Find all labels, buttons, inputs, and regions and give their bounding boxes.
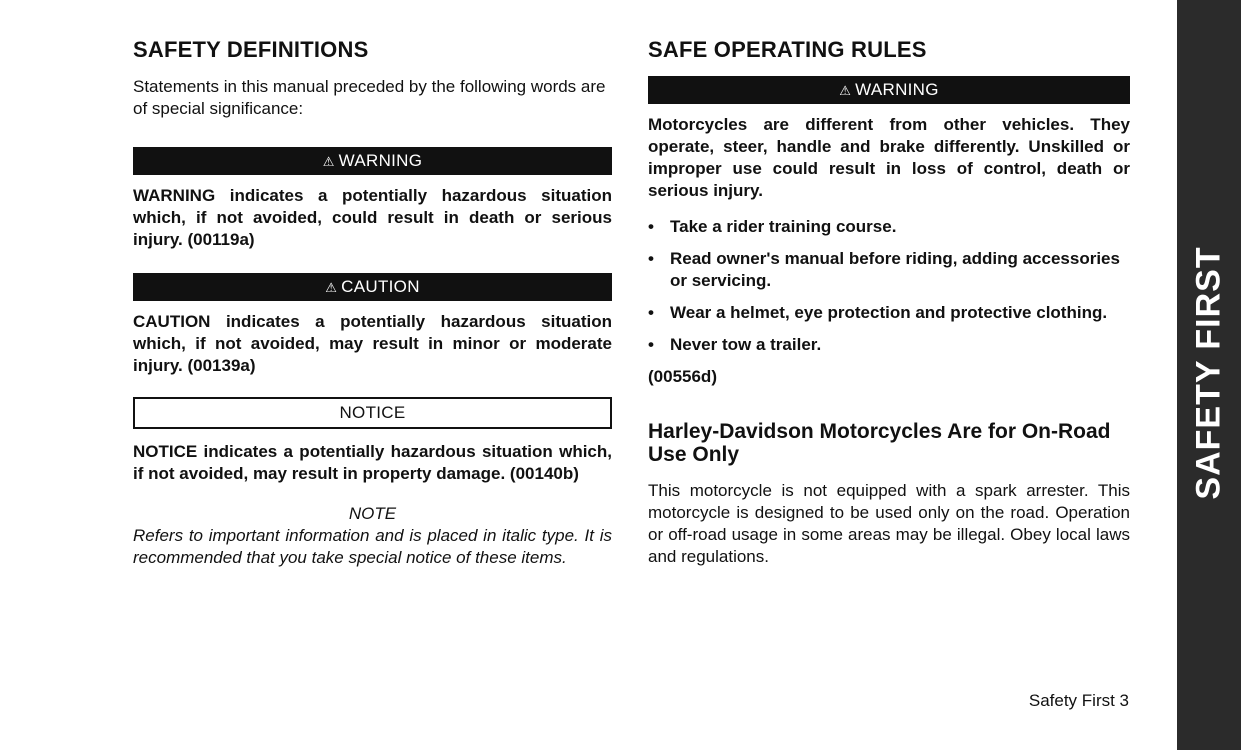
rules-list (648, 216, 1130, 356)
on-road-body-text: This motorcycle is not equipped with a spark arrester. This motorcycle is designed to be used only on the road. Operation or off-road usage in some areas may be illegal. Obey local laws and regulations. (648, 481, 1130, 566)
list-item: • Wear a helmet, eye protection and protective clothing. (648, 303, 1108, 322)
notice-banner (133, 397, 612, 429)
bullet-icon: • (648, 303, 654, 322)
warning-banner-label: WARNING (338, 151, 423, 170)
list-item: • Read owner's manual before riding, adding accessories or servicing. (648, 249, 1120, 290)
subheading-on-road-use: Harley-Davidson Motorcycles Are for On-Road Use Only (648, 420, 1111, 466)
bullet-icon: • (648, 335, 654, 354)
warning-statement: Motorcycles are different from other vehicles. They operate, steer, handle and brake differently. Unskilled or improper use could result in loss of control, death or serious injury. (648, 115, 1130, 200)
intro-paragraph: Statements in this manual preceded by the following words are of special significance: (133, 77, 606, 118)
caution-banner (133, 273, 612, 301)
warning-triangle-icon: ⚠ (325, 280, 338, 295)
safe-operating-rules-column (648, 36, 1130, 568)
note-definition: Refers to important information and is placed in italic type. It is recommended that you take special notice of these items. (133, 526, 612, 567)
bullet-icon: • (648, 249, 654, 268)
warning-banner (133, 147, 612, 175)
side-tab-label: SAFETY FIRST (1189, 246, 1228, 500)
list-item: • Take a rider training course. (648, 217, 897, 236)
warning-banner-label: WARNING (855, 80, 939, 99)
notice-definition: NOTICE indicates a potentially hazardous situation which, if not avoided, may result in property damage. (00140b) (133, 442, 612, 483)
section-title-safe-operating-rules: SAFE OPERATING RULES (648, 37, 927, 62)
section-title-safety-definitions: SAFETY DEFINITIONS (133, 37, 369, 62)
warning-banner (648, 76, 1130, 104)
side-tab (1177, 0, 1241, 750)
note-label: NOTE (348, 504, 397, 523)
rules-code: (00556d) (648, 367, 717, 386)
safety-definitions-column (133, 36, 612, 569)
caution-definition: CAUTION indicates a potentially hazardous situation which, if not avoided, may result in minor or moderate injury. (00139a) (133, 312, 612, 375)
bullet-icon: • (648, 217, 654, 236)
list-item: • Never tow a trailer. (648, 335, 822, 354)
warning-triangle-icon: ⚠ (322, 154, 335, 169)
warning-triangle-icon: ⚠ (839, 83, 852, 98)
page-footer: Safety First 3 (1028, 691, 1129, 710)
caution-banner-label: CAUTION (341, 277, 420, 296)
warning-definition: WARNING indicates a potentially hazardous situation which, if not avoided, could result in death or serious injury. (00119a) (133, 186, 612, 249)
notice-banner-label: NOTICE (339, 403, 406, 422)
